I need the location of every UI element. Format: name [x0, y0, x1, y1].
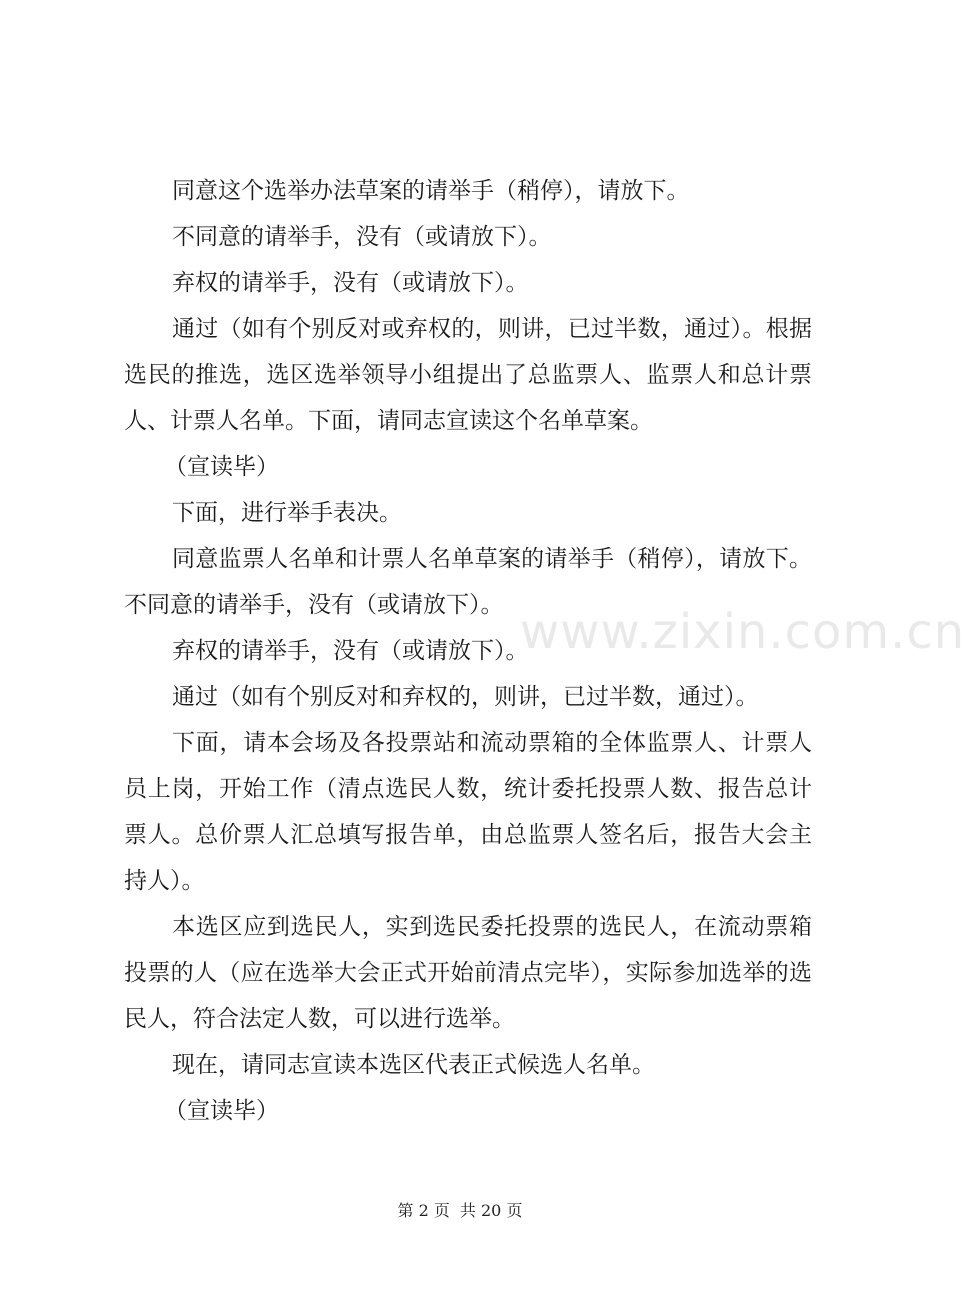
page-number: 第 2 页: [397, 1201, 450, 1220]
paragraph-4: 通过（如有个别反对或弃权的，则讲，已过半数，通过）。根据选民的推选，选区选举领导小组提出了总监票人、监票人和总计票人、计票人名单。下面，请同志宣读这个名单草案。: [124, 316, 812, 434]
paragraph-9: 通过（如有个别反对和弃权的，则讲，已过半数，通过）。: [172, 684, 759, 710]
page-total: 共 20 页: [459, 1201, 523, 1220]
paragraph-10: 下面，请本会场及各投票站和流动票箱的全体监票人、计票人员上岗，开始工作（清点选民人数，统计委托投票人数、报告总计票人。总价票人汇总填写报告单，由总监票人签名后，报告大会主持人）。: [124, 730, 812, 894]
paragraph-2: 不同意的请举手，没有（或请放下）。: [172, 224, 552, 250]
paragraph-7: 同意监票人名单和计票人名单草案的请举手（稍停），请放下。不同意的请举手，没有（或请放下）。: [124, 546, 812, 618]
paragraph-11: 本选区应到选民人，实到选民委托投票的选民人，在流动票箱投票的人（应在选举大会正式开始前清点完毕），实际参加选举的选民人，符合法定人数，可以进行选举。: [124, 914, 812, 1032]
paragraph-6: 下面，进行举手表决。: [172, 500, 402, 526]
paragraph-1: 同意这个选举办法草案的请举手（稍停），请放下。: [172, 178, 690, 204]
page-footer: [0, 1198, 920, 1221]
paragraph-13: （宣读毕）: [164, 1098, 279, 1124]
paragraph-3: 弃权的请举手，没有（或请放下）。: [172, 270, 529, 296]
paragraph-12: 现在，请同志宣读本选区代表正式候选人名单。: [172, 1052, 655, 1078]
paragraph-5: （宣读毕）: [164, 454, 279, 480]
paragraph-8: 弃权的请举手，没有（或请放下）。: [172, 638, 529, 664]
watermark: www.zixin.com.cn: [520, 604, 965, 660]
